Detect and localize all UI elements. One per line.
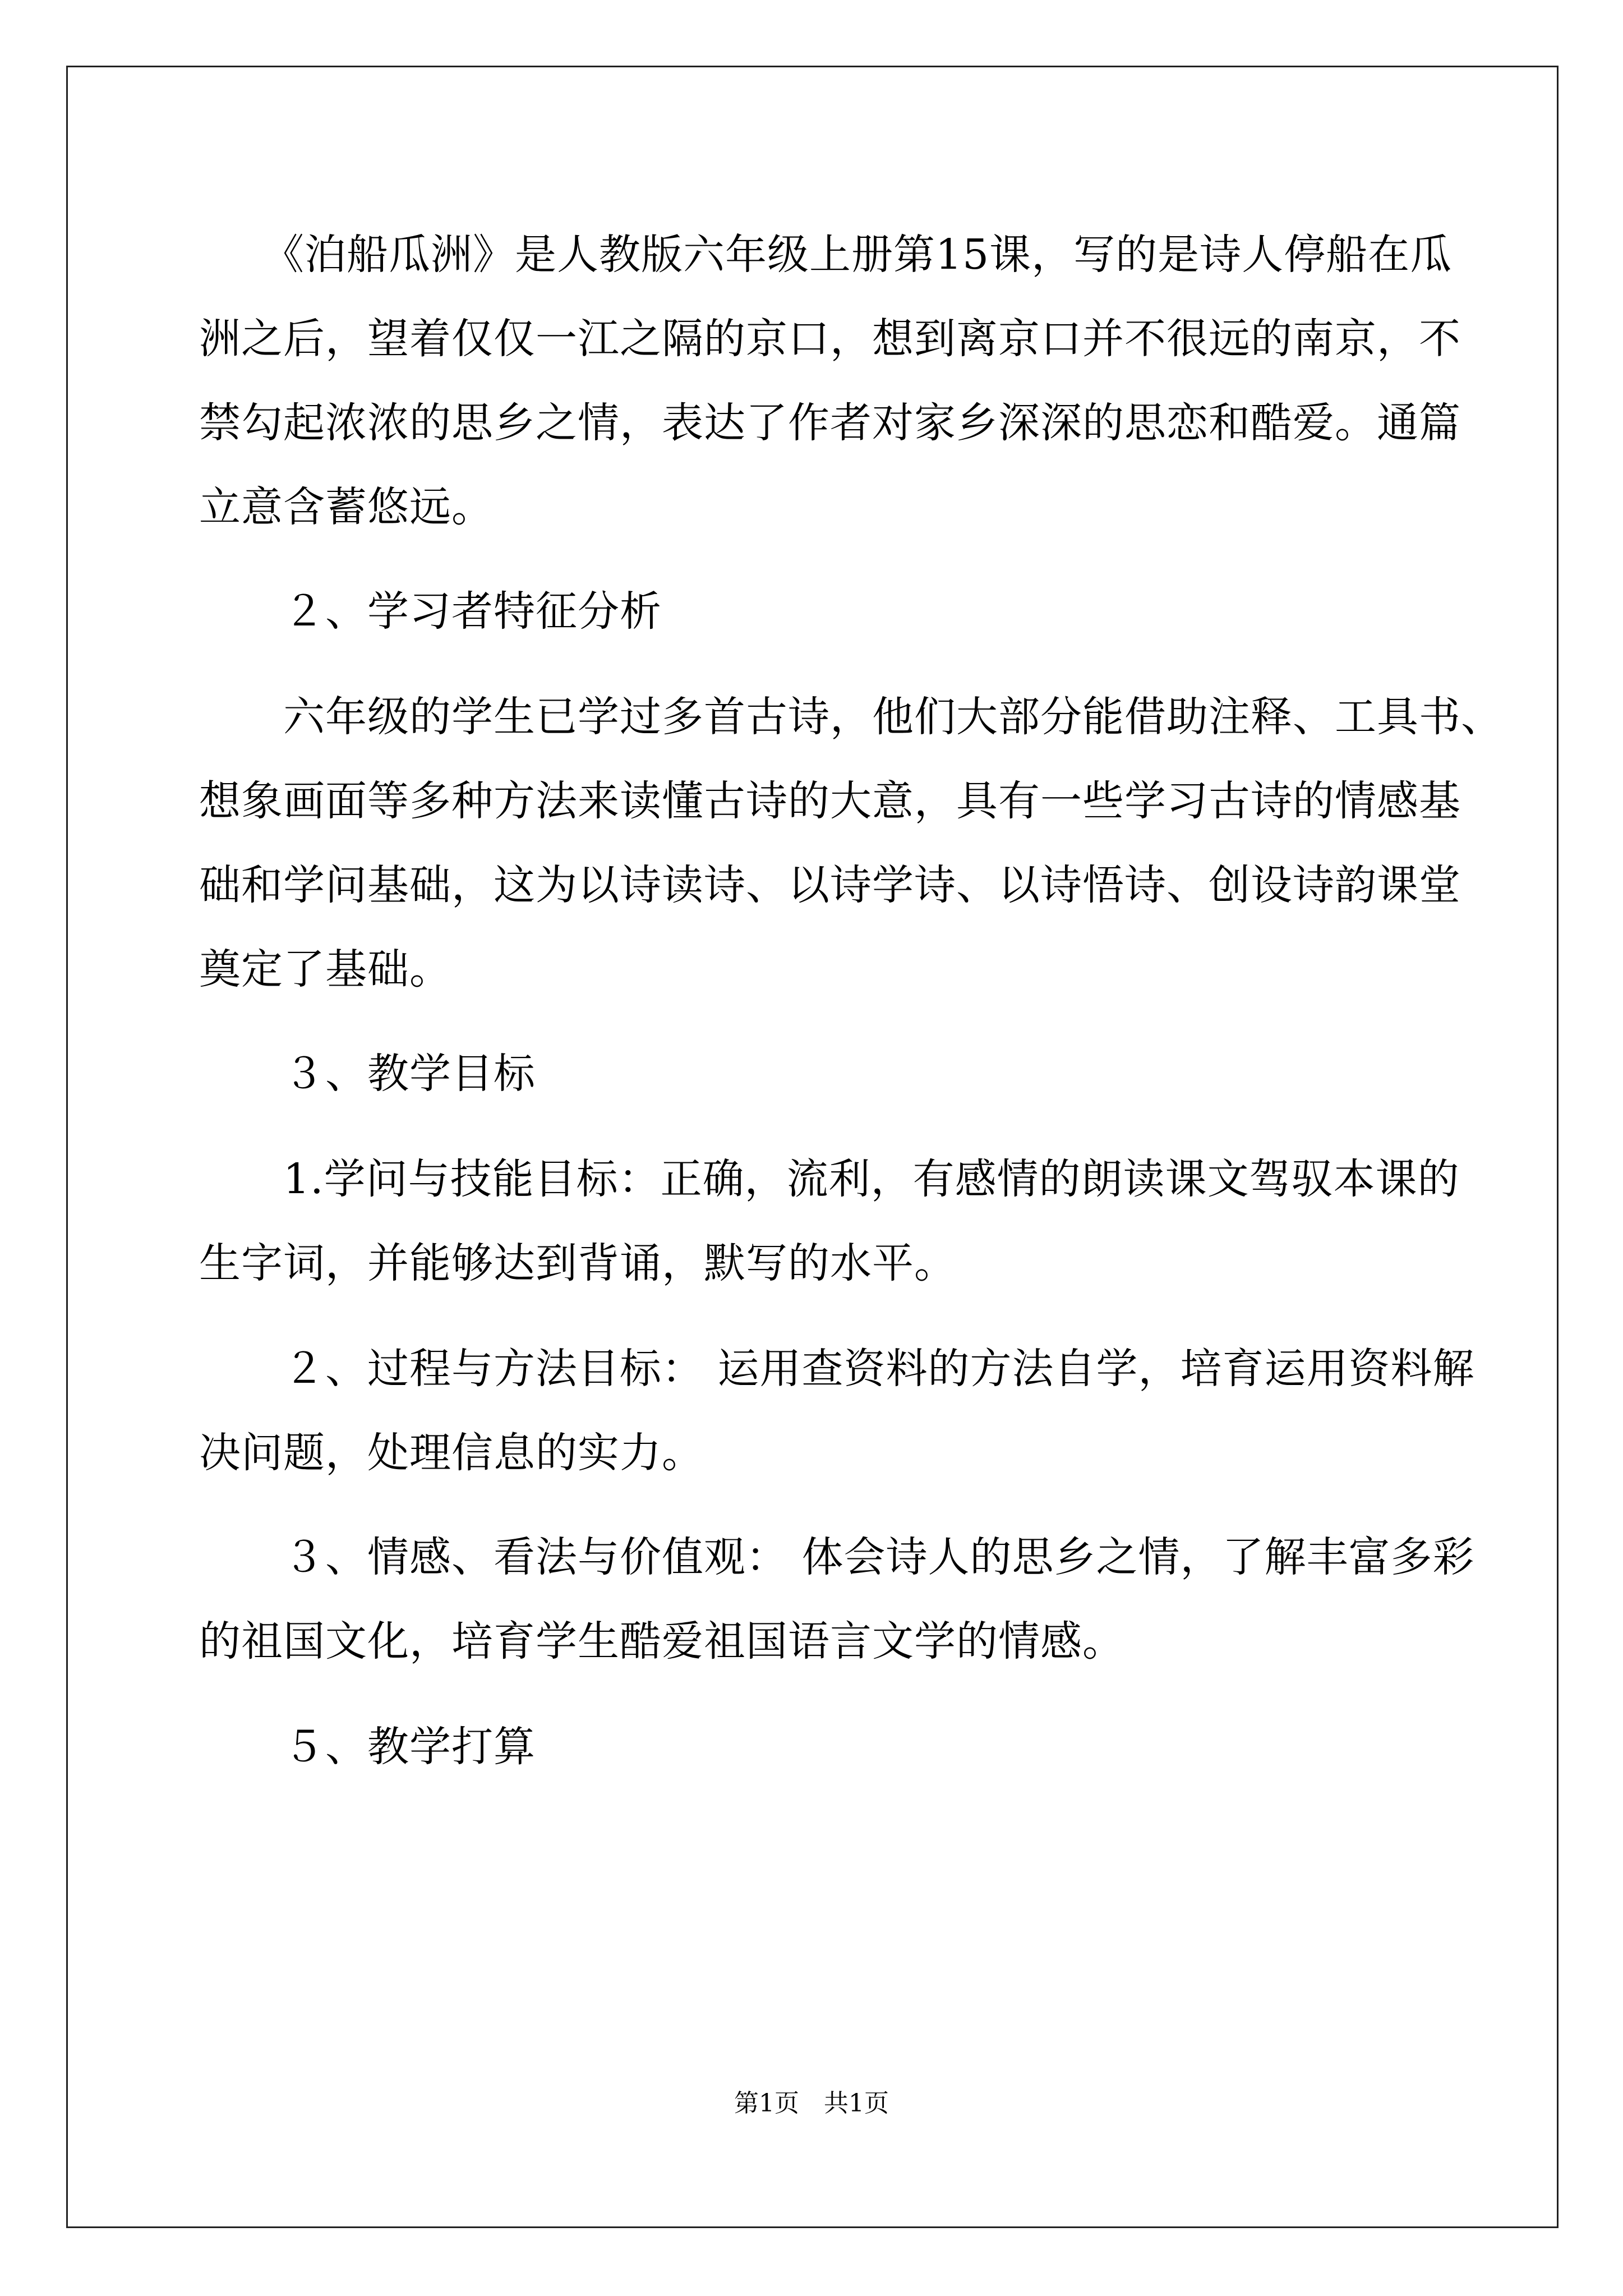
- section-heading: ２、学习者特征分析: [199, 587, 662, 636]
- paragraph-line: 决问题，处理信息的实力。: [199, 1429, 704, 1477]
- section-heading: ５、教学打算: [199, 1723, 536, 1771]
- paragraph-line: ３、情感、看法与价值观： 体会诗人的思乡之情，了解丰富多彩: [199, 1533, 1475, 1581]
- paragraph-line: 生字词，并能够达到背诵，默写的水平。: [199, 1239, 956, 1287]
- paragraph-line: 立意含蓄悠远。: [199, 483, 494, 531]
- section-heading: ３、教学目标: [199, 1050, 536, 1098]
- paragraph-line: 的祖国文化，培育学生酷爱祖国语言文学的情感。: [199, 1617, 1124, 1665]
- paragraph-line: 禁勾起浓浓的思乡之情，表达了作者对家乡深深的思恋和酷爱。通篇: [199, 399, 1461, 447]
- page-footer: 第1页 共1页: [734, 2089, 889, 2118]
- paragraph-line: 奠定了基础。: [199, 945, 451, 993]
- paragraph-line: 础和学问基础，这为以诗读诗、以诗学诗、以诗悟诗、创设诗韵课堂: [199, 861, 1461, 909]
- paragraph-line: 1.学问与技能目标：正确，流利，有感情的朗读课文驾驭本课的: [199, 1155, 1460, 1203]
- paragraph-line: 六年级的学生已学过多首古诗，他们大部分能借助注释、工具书、: [199, 693, 1503, 741]
- paragraph-line: 《泊船瓜洲》是人教版六年级上册第15课，写的是诗人停船在瓜: [199, 231, 1453, 279]
- paragraph-line: 想象画面等多种方法来读懂古诗的大意，具有一些学习古诗的情感基: [199, 777, 1461, 825]
- paragraph-line: ２、过程与方法目标： 运用查资料的方法自学，培育运用资料解: [199, 1345, 1475, 1393]
- paragraph-line: 洲之后，望着仅仅一江之隔的京口，想到离京口并不很远的南京，不: [199, 315, 1461, 363]
